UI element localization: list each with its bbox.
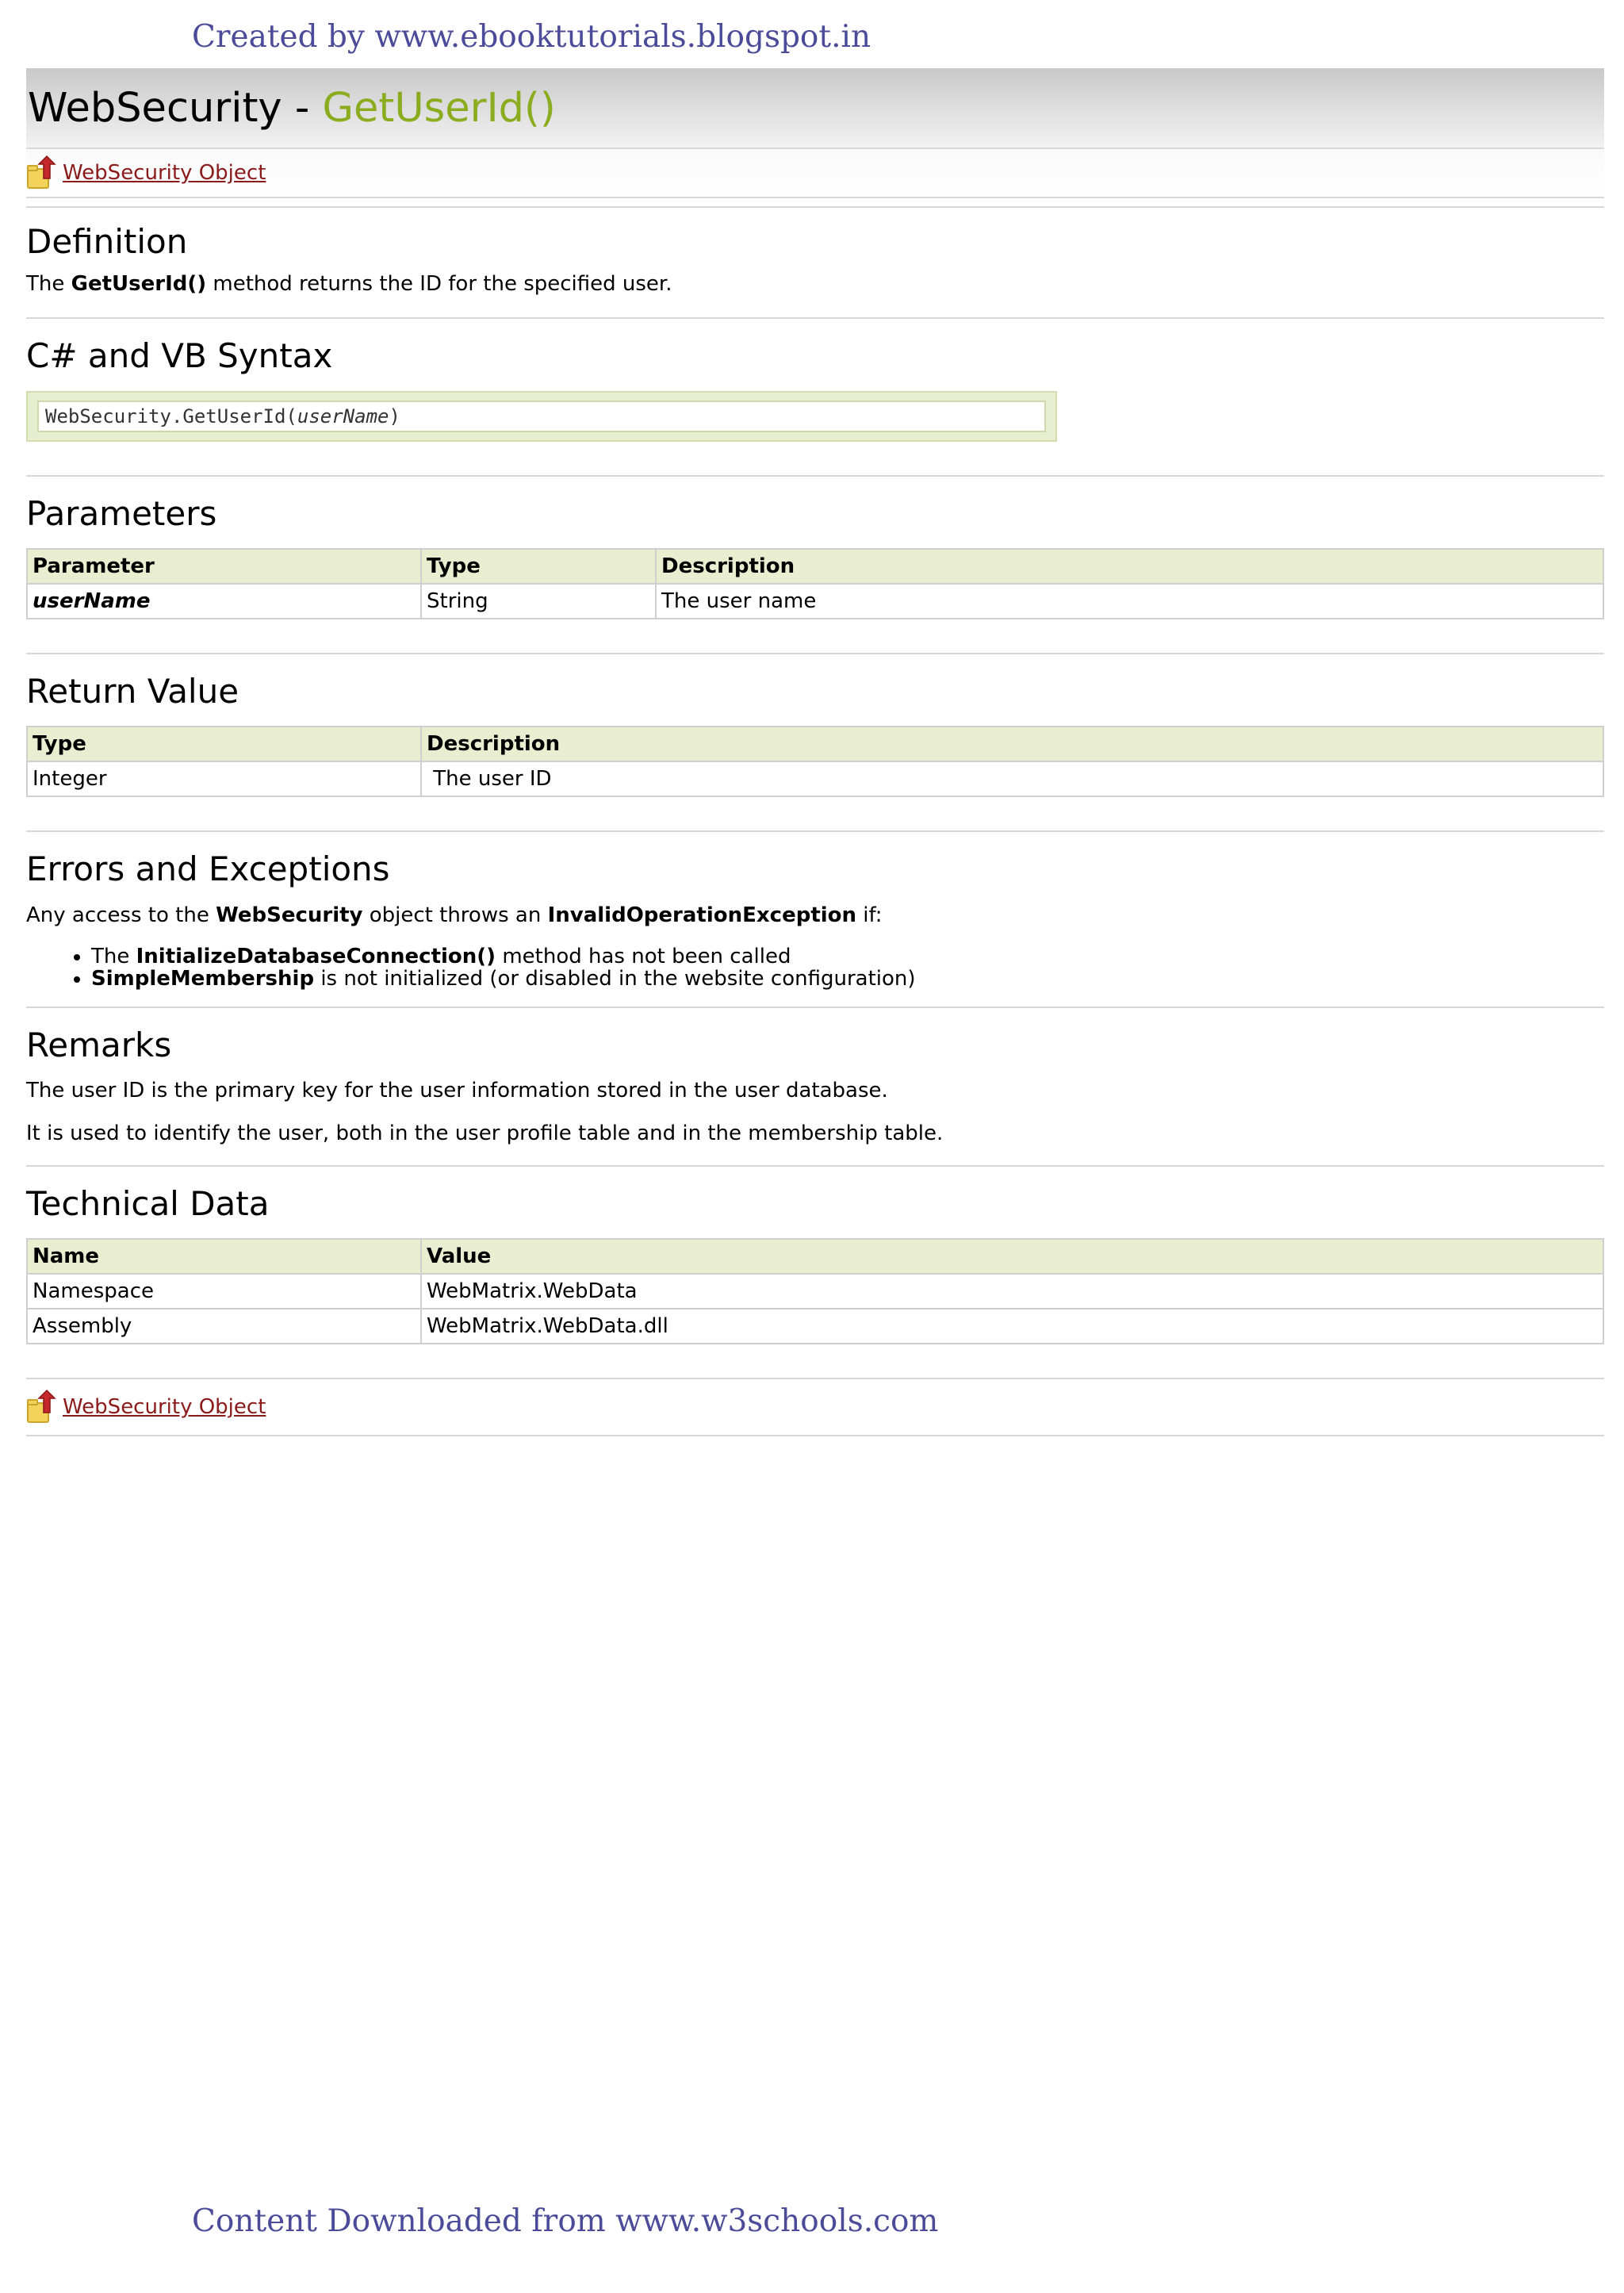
return-section — [26, 654, 1604, 797]
definition-text — [26, 271, 1604, 298]
definition-section — [26, 208, 1604, 298]
table-header-row — [27, 549, 1603, 584]
table-row — [27, 584, 1603, 619]
errors-heading: Errors and Exceptions — [26, 849, 390, 889]
top-banner: Created by www.ebooktutorials.blogspot.in — [192, 19, 871, 55]
return-table — [26, 726, 1604, 797]
column-header: Parameter — [27, 549, 421, 584]
back-link-label: WebSecurity Object — [63, 161, 266, 185]
syntax-code-box — [26, 391, 1057, 442]
technical-table — [26, 1238, 1604, 1344]
top-nav — [26, 149, 1604, 198]
remarks-section — [26, 1008, 1604, 1148]
list-item — [91, 945, 1604, 968]
errors-intro-exception: InvalidOperationException — [547, 903, 857, 927]
table-row — [27, 1309, 1603, 1344]
column-header: Value — [421, 1239, 1603, 1274]
page-title — [26, 84, 556, 132]
back-link-top[interactable] — [26, 155, 266, 191]
errors-intro-text: Any access to the — [26, 903, 216, 927]
technical-section — [26, 1167, 1604, 1344]
table-header-row — [27, 1239, 1603, 1274]
folder-up-arrow-icon — [26, 1389, 58, 1425]
param-name: userName — [33, 589, 151, 613]
parameters-table — [26, 548, 1604, 619]
parameters-heading: Parameters — [26, 493, 217, 533]
return-heading: Return Value — [26, 671, 239, 711]
table-cell: The user name — [656, 584, 1603, 619]
technical-heading: Technical Data — [26, 1183, 270, 1223]
code-param: userName — [297, 405, 389, 428]
page-content — [26, 68, 1604, 1436]
table-cell: WebMatrix.WebData — [421, 1274, 1603, 1309]
table-cell: Assembly — [27, 1309, 421, 1344]
item-bold: SimpleMembership — [91, 967, 315, 991]
remarks-paragraph: The user ID is the primary key for the user information stored in the user database. — [26, 1079, 888, 1103]
syntax-heading: C# and VB Syntax — [26, 336, 333, 376]
divider — [26, 1435, 1604, 1436]
parameters-section — [26, 477, 1604, 619]
table-header-row — [27, 727, 1603, 761]
errors-intro-object: WebSecurity — [216, 903, 363, 927]
definition-method: GetUserId() — [71, 272, 207, 297]
item-text: method has not been called — [496, 944, 791, 968]
table-cell: String — [421, 584, 656, 619]
table-cell: Namespace — [27, 1274, 421, 1309]
code-prefix: WebSecurity.GetUserId( — [45, 405, 297, 428]
back-link-label: WebSecurity Object — [63, 1395, 266, 1420]
item-text: is not initialized (or disabled in the website configuration) — [314, 967, 916, 991]
item-bold: InitializeDatabaseConnection() — [136, 944, 496, 968]
column-header: Name — [27, 1239, 421, 1274]
bottom-nav — [26, 1379, 1604, 1435]
definition-text-after: method returns the ID for the specified user. — [206, 272, 672, 297]
column-header: Description — [656, 549, 1603, 584]
column-header: Description — [421, 727, 1603, 761]
errors-intro — [26, 903, 1604, 930]
list-item — [91, 968, 1604, 991]
table-cell: The user ID — [421, 761, 1603, 796]
errors-intro-text: if: — [856, 903, 883, 927]
syntax-code — [37, 401, 1046, 432]
table-row — [27, 761, 1603, 796]
table-cell: Integer — [27, 761, 421, 796]
errors-intro-text: object throws an — [362, 903, 548, 927]
title-bar — [26, 68, 1604, 149]
item-text: The — [91, 944, 136, 968]
definition-heading: Definition — [26, 222, 188, 261]
errors-list — [26, 945, 1604, 991]
column-header: Type — [421, 549, 656, 584]
definition-text-before: The — [26, 272, 71, 297]
column-header: Type — [27, 727, 421, 761]
code-suffix: ) — [389, 405, 400, 428]
back-link-bottom[interactable] — [26, 1389, 266, 1425]
table-cell: WebMatrix.WebData.dll — [421, 1309, 1603, 1344]
folder-up-arrow-icon — [26, 155, 58, 191]
table-cell — [27, 584, 421, 619]
remarks-heading: Remarks — [26, 1025, 172, 1064]
title-method: GetUserId() — [322, 84, 556, 132]
title-prefix: WebSecurity - — [28, 84, 323, 132]
remarks-paragraph: It is used to identify the user, both in the user profile table and in the membership table. — [26, 1121, 944, 1145]
table-row — [27, 1274, 1603, 1309]
errors-section — [26, 832, 1604, 990]
syntax-section — [26, 319, 1604, 441]
bottom-banner: Content Downloaded from www.w3schools.com — [192, 2203, 939, 2239]
